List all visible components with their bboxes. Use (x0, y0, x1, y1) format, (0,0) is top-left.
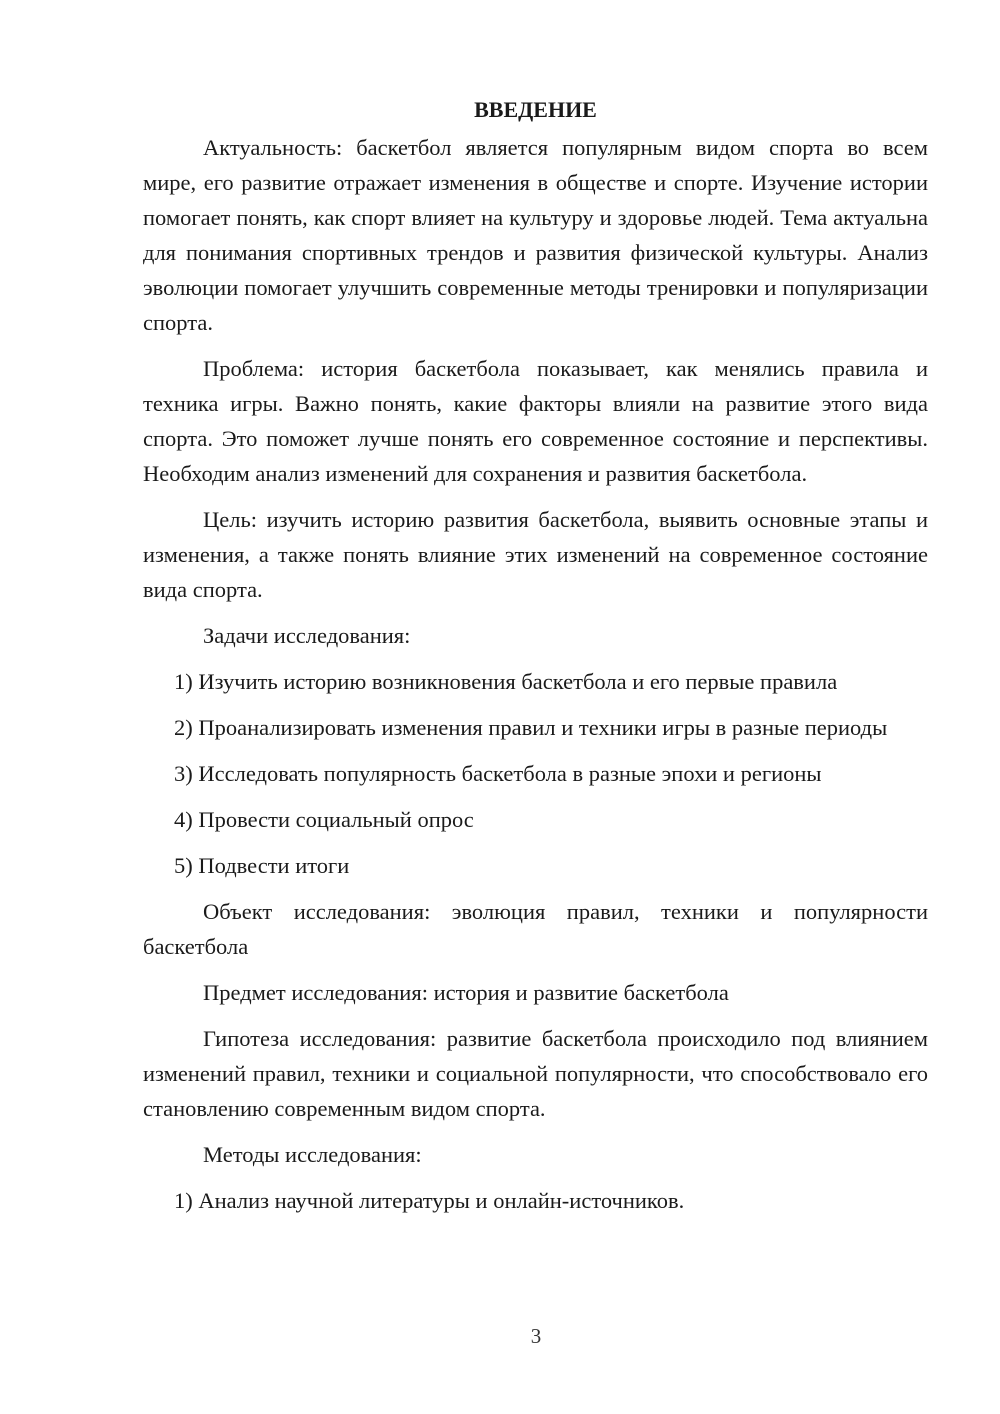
tasks-label: Задачи исследования: (203, 623, 411, 648)
methods-label: Методы исследования: (203, 1142, 422, 1167)
document-title: ВВЕДЕНИЕ (474, 97, 597, 122)
page-number: 3 (530, 1324, 542, 1348)
document-page (143, 92, 928, 1229)
object-paragraph: Объект исследования: эволюция правил, техники и популярности баскетбола (143, 899, 928, 959)
subject-paragraph: Предмет исследования: история и развитие баскетбола (203, 980, 729, 1005)
task-item: 4) Провести социальный опрос (174, 807, 474, 832)
task-item: 5) Подвести итоги (174, 853, 350, 878)
relevance-paragraph: Актуальность: баскетбол является популярным видом спорта во всем мире, его развитие отражает изменения в обществе и спорте. Изучение истории помогает понять, как спорт влияет на культуру и здоровье людей. Тема актуальна для понимания спортивных трендов и развития физической культуры. Анализ эволюции помогает улучшить современные методы тренировки и популяризации спорта. (143, 135, 928, 335)
task-item: 3) Исследовать популярность баскетбола в разные эпохи и регионы (174, 761, 822, 786)
method-item: 1) Анализ научной литературы и онлайн-источников. (174, 1188, 685, 1213)
task-item: 2) Проанализировать изменения правил и техники игры в разные периоды (174, 715, 888, 740)
hypothesis-paragraph: Гипотеза исследования: развитие баскетбола происходило под влиянием изменений правил, техники и социальной популярности, что способствовало его становлению современным видом спорта. (143, 1026, 928, 1121)
goal-paragraph: Цель: изучить историю развития баскетбола, выявить основные этапы и изменения, а также понять влияние этих изменений на современное состояние вида спорта. (143, 507, 928, 602)
problem-paragraph: Проблема: история баскетбола показывает, как менялись правила и техника игры. Важно понять, какие факторы влияли на развитие этого вида спорта. Это поможет лучше понять его современное состояние и перспективы. Необходим анализ изменений для сохранения и развития баскетбола. (143, 356, 928, 486)
task-item: 1) Изучить историю возникновения баскетбола и его первые правила (174, 669, 838, 694)
